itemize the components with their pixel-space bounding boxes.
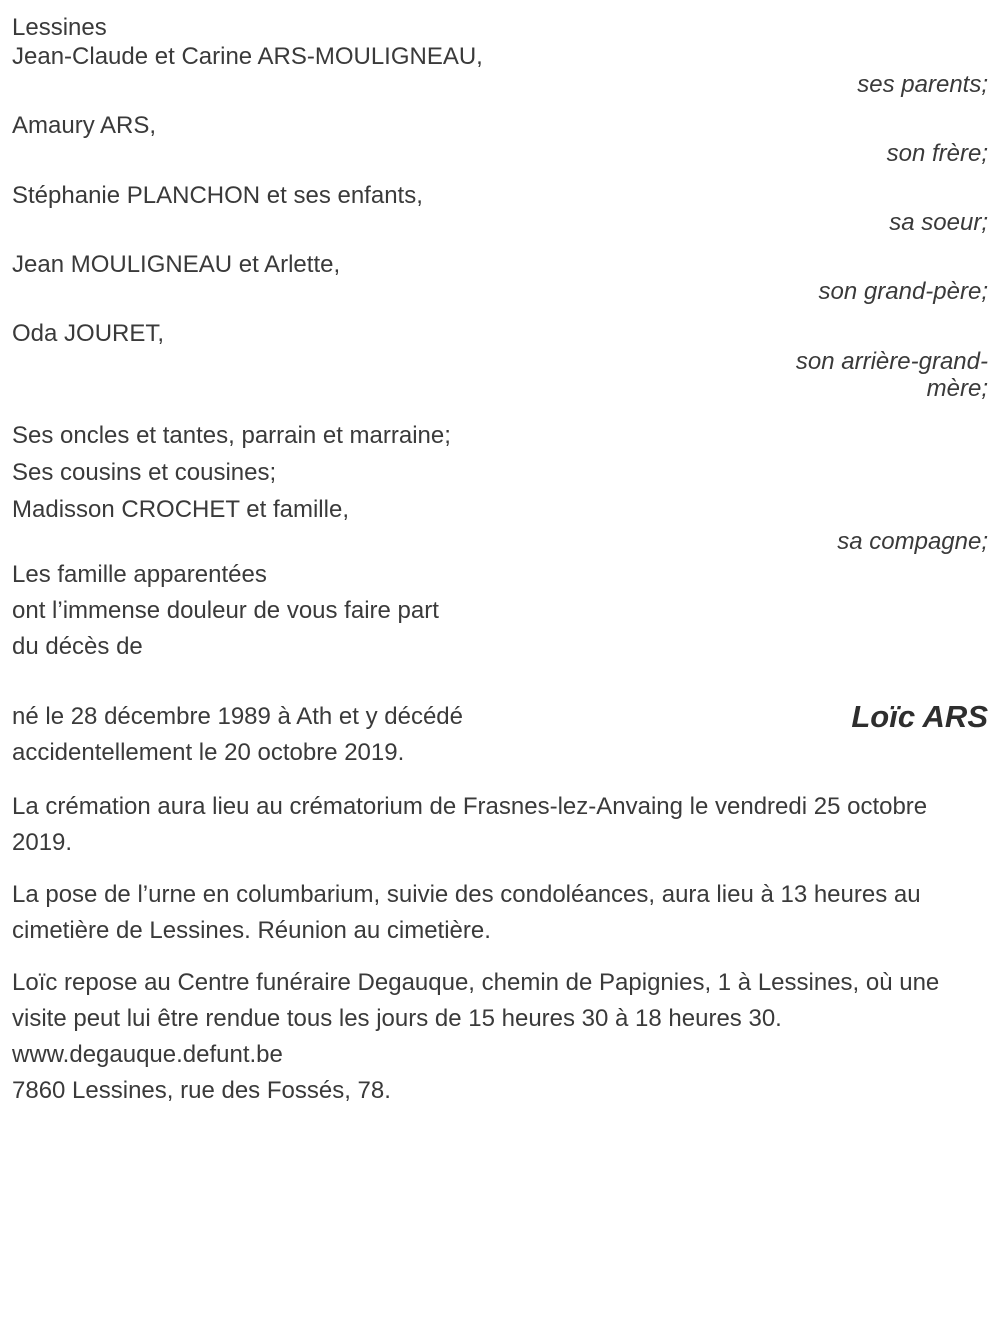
relative-name: Jean MOULIGNEAU et Arlette, — [12, 250, 341, 278]
city: Lessines — [12, 14, 107, 41]
relative-name: Amaury ARS, — [12, 112, 157, 140]
relative-relation: sa soeur; — [889, 209, 988, 237]
relative-relation-text: son arrière-grand-mère; — [795, 347, 988, 403]
visitation-info: Loïc repose au Centre funéraire Degauque, chemin de Papignies, 1 à Lessines, où une visite peut lui être rendue tous les jours de 15 heures 30 à 18 heures 30. — [12, 969, 940, 1033]
relative-relation: ses parents; — [857, 70, 988, 98]
relative-entry — [12, 251, 988, 306]
announcement-line-1: ont l’immense douleur de vous faire part — [12, 597, 439, 625]
announcement-line-2: du décès de — [12, 633, 143, 661]
relative-entry — [12, 112, 988, 167]
companion-name: Madisson CROCHET et famille, — [12, 496, 349, 524]
urn-info: La pose de l’urne en columbarium, suivie des condoléances, aura lieu à 13 heures au cimetière de Lessines. Réunion au cimetière. — [12, 881, 921, 945]
relative-entry — [12, 182, 988, 237]
relative-entry — [12, 320, 988, 403]
deceased-name: Loïc ARS — [851, 699, 988, 735]
website-link[interactable]: www.degauque.defunt.be — [12, 1041, 283, 1069]
companion-relation: sa compagne; — [837, 528, 988, 556]
relative-name: Stéphanie PLANCHON et ses enfants, — [12, 181, 423, 209]
relative-relation — [12, 348, 988, 403]
other-relatives-line: Ses cousins et cousines; — [12, 458, 277, 486]
deceased-section — [12, 699, 988, 771]
relative-relation: son grand-père; — [818, 278, 988, 306]
cremation-info: La crémation aura lieu au crématorium de Frasnes-lez-Anvaing le vendredi 25 octobre 2019. — [12, 793, 928, 857]
life-dates: né le 28 décembre 1989 à Ath et y décédé accidentellement le 20 octobre 2019. — [12, 703, 463, 767]
relative-name: Oda JOURET, — [12, 319, 165, 347]
relative-name: Jean-Claude et Carine ARS-MOULIGNEAU, — [12, 43, 483, 71]
funeral-home-address: 7860 Lessines, rue des Fossés, 78. — [12, 1077, 391, 1105]
relative-relation: son frère; — [886, 139, 988, 167]
relative-entry — [12, 43, 988, 98]
related-families: Les famille apparentées — [12, 560, 267, 588]
other-relatives-line: Ses oncles et tantes, parrain et marraine; — [12, 421, 451, 449]
